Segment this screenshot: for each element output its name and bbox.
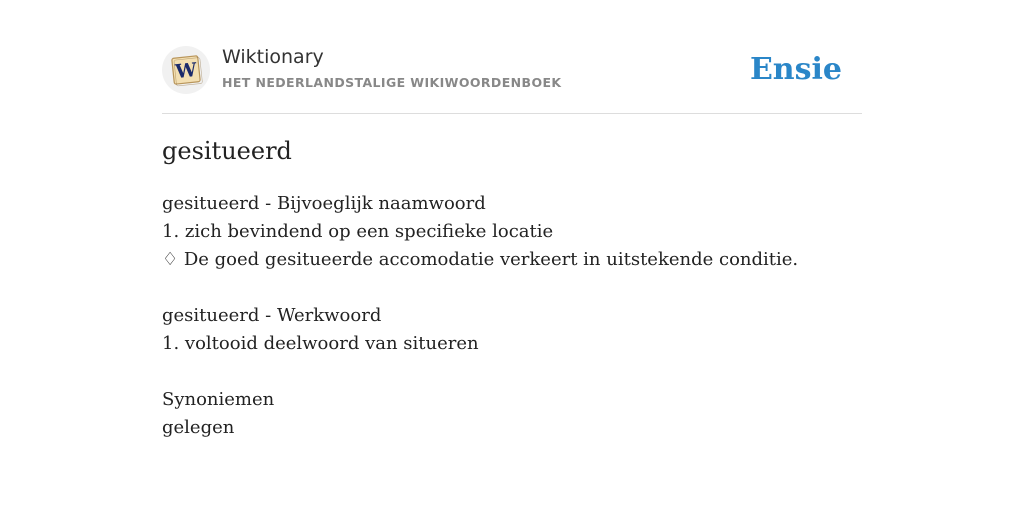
- brand-name[interactable]: Wiktionary: [222, 46, 324, 68]
- header-divider: [162, 113, 862, 114]
- spacer: [162, 274, 862, 302]
- logo-tile-icon: [166, 50, 206, 90]
- wiktionary-logo-icon[interactable]: [162, 46, 210, 94]
- logo-letter: W: [174, 58, 198, 84]
- ensie-link[interactable]: Ensie: [749, 52, 842, 87]
- brand-tagline: HET NEDERLANDSTALIGE WIKIWOORDENBOEK: [222, 75, 562, 90]
- page-title: gesitueerd: [162, 137, 292, 165]
- definition-verb: 1. voltooid deelwoord van situeren: [162, 333, 479, 354]
- synonym-value: gelegen: [162, 417, 235, 438]
- definition-adjective: 1. zich bevindend op een specifieke locatie: [162, 221, 554, 242]
- section-heading-adjective: gesitueerd - Bijvoeglijk naamwoord: [162, 193, 486, 214]
- site-header: [162, 46, 862, 96]
- synonyms-heading: Synoniemen: [162, 389, 275, 410]
- example-sentence: ♢ De goed gesitueerde accomodatie verkeert in uitstekende conditie.: [162, 249, 799, 270]
- section-heading-verb: gesitueerd - Werkwoord: [162, 305, 382, 326]
- entry-content: [162, 190, 862, 442]
- spacer: [162, 358, 862, 386]
